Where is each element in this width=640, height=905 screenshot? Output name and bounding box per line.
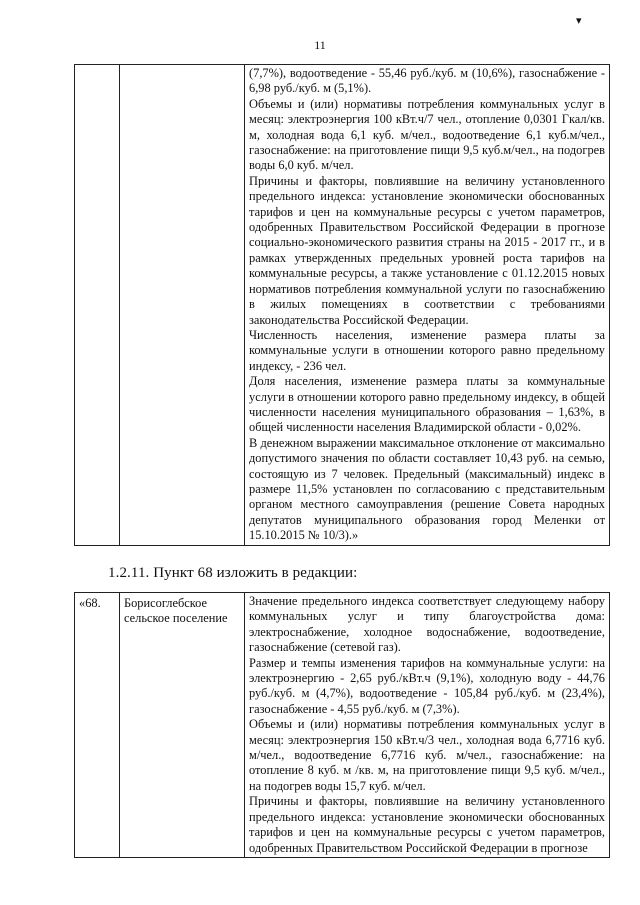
corner-mark: ▾: [576, 15, 582, 27]
table-continued: [74, 64, 610, 546]
row-description-cell: [245, 593, 610, 858]
table-row: [75, 593, 610, 858]
description-paragraph: В денежном выражении максимальное отклонение от максимально допустимого значения по области составляет 10,43 руб. на семью, состоящую из 7 человек. Предельный (максимальный) индекс в размере 11,5% установлен по согласованию с представительным органом местного самоуправления (решение Совета народных депутатов муниципального образования город Меленки от 15.10.2015 № 10/3).»: [249, 435, 605, 543]
row-name-cell: Борисоглебское сельское поселение: [120, 593, 245, 858]
description-paragraph: Значение предельного индекса соответствует следующему набору коммунальных услуг и типу благоустройства дома: электроснабжение, холодное водоснабжение, водоотведение, газоснабжение (сетевой газ).: [249, 594, 605, 655]
description-paragraph: Причины и факторы, повлиявшие на величину установленного предельного индекса: установление экономически обоснованных тарифов и цен на коммунальные ресурсы с учетом параметров, одобренных Правительством Российской Федерации в прогнозе: [249, 794, 605, 855]
table-item-68: [74, 592, 610, 858]
page-number: 11: [314, 38, 326, 52]
description-paragraph: Причины и факторы, повлиявшие на величину установленного предельного индекса: установление экономически обоснованных тарифов и цен на коммунальные ресурсы с учетом параметров, одобренных Правительством Российской Федерации в прогнозе социально-экономического развития страны на 2015 - 2017 гг., и в рамках утвержденных предельных уровней роста тарифов на коммунальные ресурсы, а также установление с 01.12.2015 новых нормативов потребления коммунальной услуги по газоснабжению в жилых помещениях в соответствии с требованиями законодательства Российской Федерации.: [249, 173, 605, 327]
description-paragraph: Объемы и (или) нормативы потребления коммунальных услуг в месяц: электроэнергия 150 кВт.ч/3 чел., холодная вода 6,7716 куб. м/чел., водоотведение 6,7716 куб. м/чел., газоснабжение: на отопление 8 куб. м /кв. м, на приготовление пищи 9,5 куб. м/чел., на подогрев воды 15,7 куб. м/чел.: [249, 717, 605, 793]
description-paragraph: Размер и темпы изменения тарифов на коммунальные услуги: на электроэнергию - 2,65 руб./кВт.ч (9,1%), холодную воду - 44,76 руб./куб. м (4,7%), водоотведение - 105,84 руб./куб. м (23,4%), газоснабжение - 4,55 руб./куб. м (7,3%).: [249, 655, 605, 716]
row-description-cell: [245, 65, 610, 546]
description-paragraph: (7,7%), водоотведение - 55,46 руб./куб. м (10,6%), газоснабжение - 6,98 руб./куб. м (5,1%).: [249, 66, 605, 96]
amendment-heading: 1.2.11. Пункт 68 изложить в редакции:: [108, 565, 358, 581]
description-paragraph: Доля населения, изменение размера платы за коммунальные услуги в отношении которого равно предельному индексу, в общей численности населения муниципального образования – 1,63%, в общей численности населения Владимирской области - 0,02%.: [249, 374, 605, 435]
description-paragraph: Объемы и (или) нормативы потребления коммунальных услуг в месяц: электроэнергия 100 кВт.ч/7 чел., отопление 0,0301 Гкал/кв. м, холодная вода 6,1 куб. м/чел., водоотведение 6,1 куб.м/чел., газоснабжение: на приготовление пищи 9,5 куб.м/чел., на подогрев воды 6,0 куб. м/чел.: [249, 96, 605, 173]
row-number-cell: [75, 65, 120, 546]
table-row: [75, 65, 610, 546]
row-name-cell: [120, 65, 245, 546]
row-number-cell: «68.: [75, 593, 120, 858]
description-paragraph: Численность населения, изменение размера платы за коммунальные услуги в отношении которого равно предельному индексу, - 236 чел.: [249, 327, 605, 373]
